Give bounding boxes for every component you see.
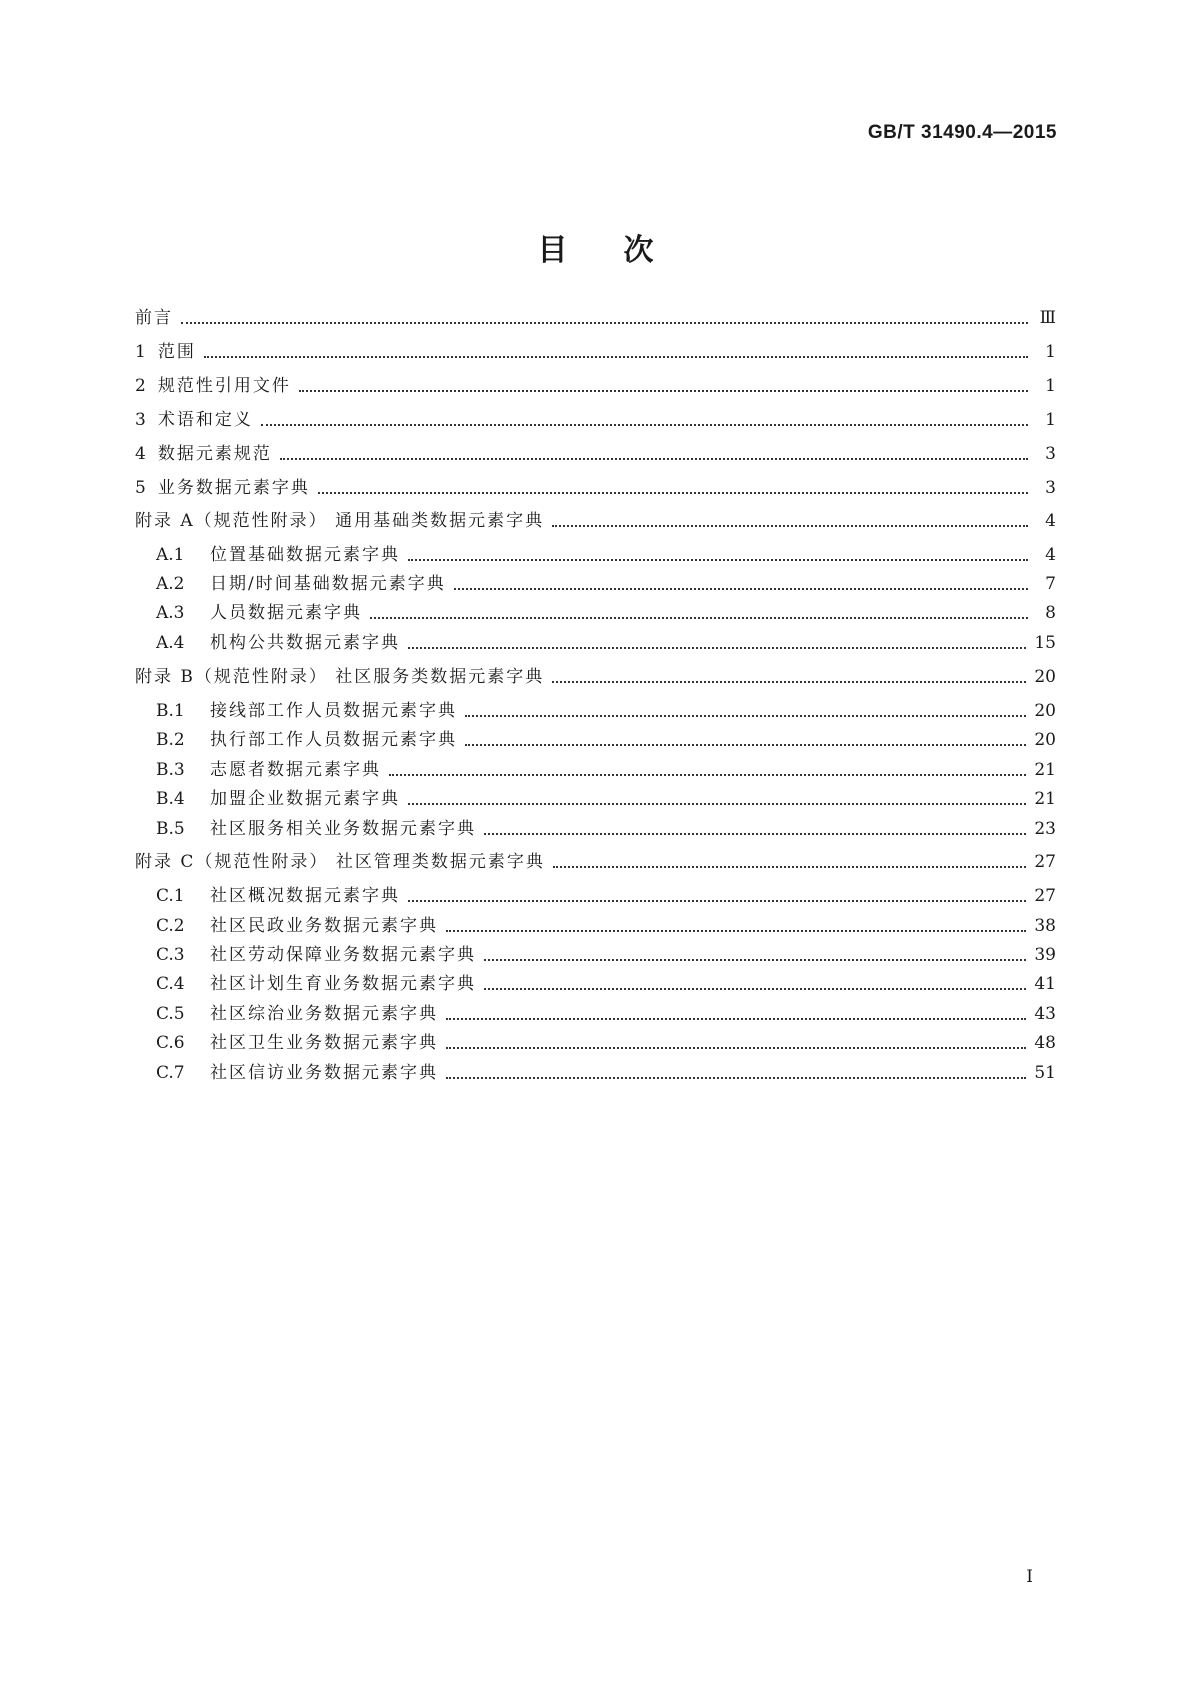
- toc-entry-number: C.7: [156, 1063, 185, 1083]
- toc-dot-leader: [318, 492, 1028, 494]
- toc-entry-label: 附录 C（规范性附录） 社区管理类数据元素字典: [135, 852, 545, 872]
- toc-entry[interactable]: [156, 571, 1056, 597]
- toc-entry[interactable]: [156, 913, 1056, 939]
- toc-entry-label: 社区卫生业务数据元素字典: [210, 1033, 438, 1053]
- toc-entry-page: 20: [1034, 701, 1056, 721]
- toc-entry-label: 规范性引用文件: [157, 376, 291, 396]
- toc-dot-leader: [408, 803, 1026, 805]
- toc-entry-number: A.4: [156, 633, 185, 653]
- toc-dot-leader: [408, 647, 1026, 649]
- toc-entry[interactable]: [135, 407, 1056, 433]
- toc-entry-page: 51: [1034, 1063, 1056, 1083]
- toc-dot-leader: [552, 681, 1026, 683]
- toc-entry-label: 社区综治业务数据元素字典: [210, 1004, 438, 1024]
- toc-entry-page: 1: [1045, 342, 1056, 362]
- toc-entry-label: 前言: [135, 308, 173, 328]
- toc-entry-label: 社区信访业务数据元素字典: [210, 1063, 438, 1083]
- toc-entry[interactable]: [135, 664, 1056, 690]
- toc-dot-leader: [484, 959, 1026, 961]
- page-title-char-2: 次: [623, 233, 654, 268]
- toc-dot-leader: [446, 1047, 1026, 1049]
- toc-dot-leader: [454, 588, 1028, 590]
- toc-entry[interactable]: [135, 508, 1056, 534]
- toc-entry-number: 2: [135, 376, 146, 396]
- toc-entry-label: 范围: [157, 342, 196, 362]
- toc-entry[interactable]: [156, 883, 1056, 909]
- toc-entry-number: B.2: [156, 730, 185, 750]
- toc-dot-leader: [446, 1077, 1026, 1079]
- toc-entry-number: C.3: [156, 945, 185, 965]
- toc-entry-page: 27: [1034, 886, 1056, 906]
- toc-entry[interactable]: [156, 816, 1056, 842]
- toc-dot-leader: [299, 390, 1028, 392]
- toc-dot-leader: [181, 322, 1028, 324]
- toc-entry[interactable]: [135, 305, 1056, 331]
- standard-code: GB/T 31490.4—2015: [867, 122, 1057, 143]
- toc-entry[interactable]: [135, 475, 1056, 501]
- toc-dot-leader: [408, 559, 1028, 561]
- toc-entry[interactable]: [156, 1060, 1056, 1086]
- toc-entry[interactable]: [135, 373, 1056, 399]
- toc-entry-label: 接线部工作人员数据元素字典: [210, 701, 457, 721]
- toc-entry[interactable]: [156, 1001, 1056, 1027]
- toc-entry-label: 附录 A（规范性附录） 通用基础类数据元素字典: [135, 511, 545, 531]
- toc-entry[interactable]: [156, 942, 1056, 968]
- toc-entry-page: 23: [1034, 819, 1056, 839]
- toc-dot-leader: [484, 988, 1026, 990]
- toc-entry-number: A.2: [156, 574, 185, 594]
- page-number: I: [1026, 1567, 1033, 1587]
- toc-entry[interactable]: [135, 339, 1056, 365]
- toc-entry-number: 5: [135, 478, 146, 498]
- toc-dot-leader: [465, 744, 1026, 746]
- page-title-char-1: 目: [537, 233, 568, 268]
- toc-dot-leader: [552, 525, 1028, 527]
- toc-entry-label: 社区概况数据元素字典: [210, 886, 400, 906]
- toc-entry[interactable]: [156, 698, 1056, 724]
- toc-entry-label: 社区计划生育业务数据元素字典: [210, 974, 476, 994]
- toc-entry-number: B.5: [156, 819, 185, 839]
- toc-entry-page: 43: [1034, 1004, 1056, 1024]
- toc-entry-page: 3: [1045, 444, 1056, 464]
- toc-entry-label: 执行部工作人员数据元素字典: [210, 730, 457, 750]
- toc-entry-number: B.3: [156, 760, 185, 780]
- toc-entry-page: 20: [1034, 730, 1056, 750]
- toc-dot-leader: [204, 356, 1028, 358]
- toc-dot-leader: [446, 1018, 1026, 1020]
- toc-dot-leader: [446, 930, 1026, 932]
- toc-entry-page: 21: [1034, 760, 1056, 780]
- toc-entry-label: 位置基础数据元素字典: [210, 545, 400, 565]
- toc-entry[interactable]: [156, 1030, 1056, 1056]
- toc-entry-number: C.5: [156, 1004, 185, 1024]
- toc-entry-number: 3: [135, 410, 146, 430]
- toc-entry-label: 加盟企业数据元素字典: [210, 789, 400, 809]
- toc-entry-page: 3: [1045, 478, 1056, 498]
- toc-entry-label: 人员数据元素字典: [210, 603, 362, 623]
- toc-entry-page: Ⅲ: [1039, 308, 1056, 328]
- toc-entry-page: 1: [1045, 376, 1056, 396]
- toc-dot-leader: [465, 715, 1026, 717]
- toc-entry-number: B.4: [156, 789, 185, 809]
- toc-dot-leader: [389, 774, 1026, 776]
- toc-entry-page: 7: [1045, 574, 1056, 594]
- toc-dot-leader: [370, 617, 1028, 619]
- toc-dot-leader: [280, 458, 1028, 460]
- toc-entry[interactable]: [156, 630, 1056, 656]
- toc-entry-label: 业务数据元素字典: [157, 478, 310, 498]
- toc-entry-number: B.1: [156, 701, 185, 721]
- toc-entry-number: 4: [135, 444, 146, 464]
- toc-entry-page: 39: [1034, 945, 1056, 965]
- toc-entry[interactable]: [156, 971, 1056, 997]
- toc-entry-page: 38: [1034, 916, 1056, 936]
- toc-dot-leader: [484, 833, 1026, 835]
- toc-entry-number: C.6: [156, 1033, 185, 1053]
- toc-entry-page: 27: [1034, 852, 1056, 872]
- toc-entry-label: 日期/时间基础数据元素字典: [210, 574, 446, 594]
- toc-entry-number: C.2: [156, 916, 185, 936]
- toc-entry-label: 社区服务相关业务数据元素字典: [210, 819, 476, 839]
- toc-dot-leader: [553, 866, 1027, 868]
- toc-entry-page: 41: [1034, 974, 1056, 994]
- toc-entry-number: C.4: [156, 974, 185, 994]
- toc-entry-page: 20: [1034, 667, 1056, 687]
- toc-dot-leader: [261, 424, 1028, 426]
- toc-entry-page: 15: [1034, 633, 1056, 653]
- toc-entry-page: 4: [1045, 545, 1056, 565]
- toc-entry-page: 8: [1045, 603, 1056, 623]
- toc-entry-label: 社区民政业务数据元素字典: [210, 916, 438, 936]
- toc-entry[interactable]: [156, 600, 1056, 626]
- toc-entry[interactable]: [135, 849, 1056, 875]
- toc-entry-label: 志愿者数据元素字典: [210, 760, 381, 780]
- toc-entry-label: 附录 B（规范性附录） 社区服务类数据元素字典: [135, 667, 545, 687]
- toc-entry-page: 21: [1034, 789, 1056, 809]
- toc-entry-page: 1: [1045, 410, 1056, 430]
- toc-entry-label: 数据元素规范: [157, 444, 272, 464]
- toc-entry[interactable]: [156, 786, 1056, 812]
- toc-entry-label: 术语和定义: [157, 410, 253, 430]
- toc-entry-label: 机构公共数据元素字典: [210, 633, 400, 653]
- toc-entry-number: A.1: [156, 545, 185, 565]
- toc-entry[interactable]: [156, 727, 1056, 753]
- toc-entry-page: 4: [1045, 511, 1056, 531]
- toc-entry-number: C.1: [156, 886, 185, 906]
- toc-dot-leader: [408, 900, 1026, 902]
- toc-entry-number: A.3: [156, 603, 185, 623]
- toc-entry-label: 社区劳动保障业务数据元素字典: [210, 945, 476, 965]
- toc-entry[interactable]: [135, 441, 1056, 467]
- toc-entry-page: 48: [1034, 1033, 1056, 1053]
- toc-entry-number: 1: [135, 342, 146, 362]
- toc-entry[interactable]: [156, 542, 1056, 568]
- toc-entry[interactable]: [156, 757, 1056, 783]
